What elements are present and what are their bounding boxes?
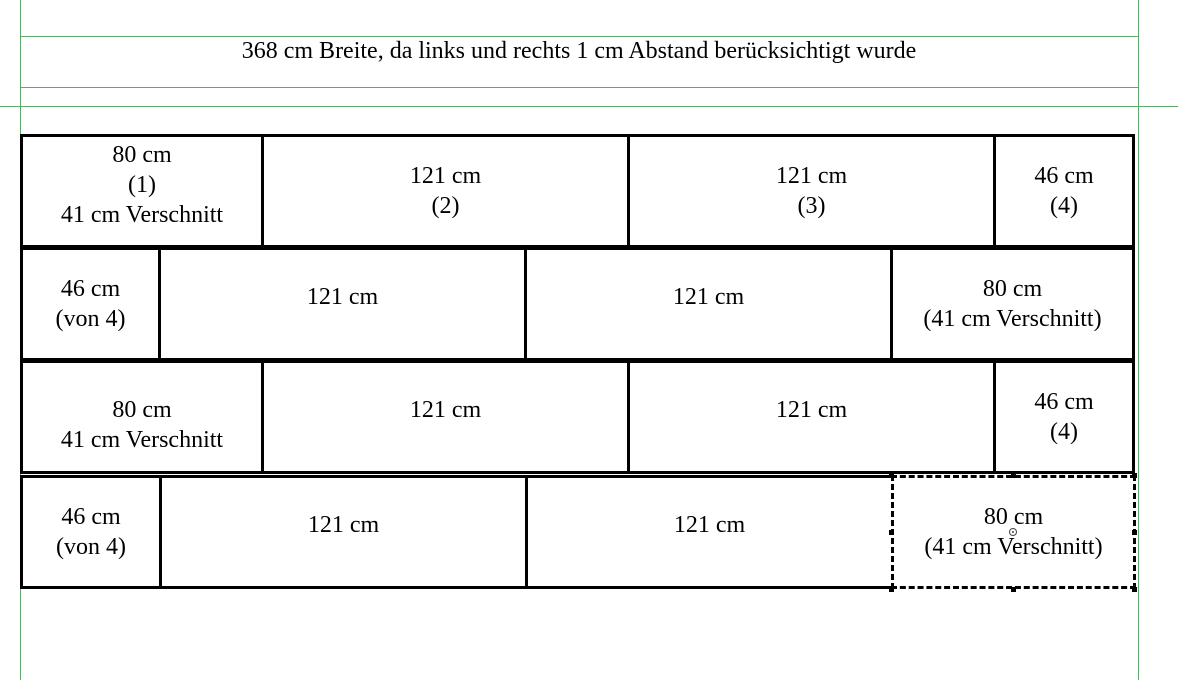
guide-line-right — [1138, 0, 1139, 680]
guide-line-header-bottom — [20, 87, 1139, 88]
tile-row-2 — [20, 247, 1135, 361]
tile-label: 121 cm — [673, 512, 746, 538]
tile-label: 80 cm — [112, 397, 172, 423]
tile-label: 46 cm — [60, 276, 121, 302]
tile-cell[interactable] — [993, 134, 1135, 248]
tile-cell[interactable] — [890, 247, 1135, 361]
tile-label: 80 cm — [982, 276, 1043, 302]
tile-cell[interactable] — [20, 247, 161, 361]
tile-label: (von 4) — [56, 534, 126, 560]
header-text[interactable]: 368 cm Breite, da links und rechts 1 cm Abstand berücksichtigt wurde — [241, 38, 917, 64]
tile-label: (4) — [1050, 419, 1078, 445]
tile-cell[interactable] — [524, 247, 893, 361]
tile-cell[interactable] — [158, 247, 527, 361]
tile-row-3 — [20, 360, 1135, 474]
tile-label: 121 cm — [409, 163, 482, 189]
tile-label: (41 cm Verschnitt) — [924, 534, 1103, 560]
resize-handle-top-left[interactable] — [889, 473, 894, 478]
tile-label: 80 cm — [983, 504, 1044, 530]
resize-handle-top-right[interactable] — [1132, 473, 1137, 478]
tile-cell[interactable] — [20, 360, 264, 474]
tile-label: 121 cm — [307, 512, 380, 538]
tile-cell[interactable] — [993, 360, 1135, 474]
tile-cell[interactable] — [627, 134, 996, 248]
tile-label: 121 cm — [409, 397, 482, 423]
tile-label: (3) — [797, 193, 826, 219]
tile-label: 46 cm — [1034, 163, 1094, 189]
rotation-anchor-icon[interactable] — [1009, 528, 1017, 536]
tile-cell[interactable] — [627, 360, 996, 474]
resize-handle-top[interactable] — [1011, 473, 1016, 478]
tile-label: (4) — [1050, 193, 1078, 219]
resize-handle-bottom-right[interactable] — [1132, 587, 1137, 592]
tile-label: 46 cm — [61, 504, 121, 530]
tile-cell[interactable] — [261, 134, 630, 248]
tile-cell[interactable] — [159, 475, 528, 589]
tile-label: 121 cm — [775, 163, 848, 189]
guide-line-margin — [0, 106, 1178, 107]
tile-label: 46 cm — [1034, 389, 1094, 415]
tile-label: (2) — [431, 193, 460, 219]
tile-cell[interactable] — [20, 475, 162, 589]
tile-label: 121 cm — [775, 397, 848, 423]
tile-label: 41 cm Verschnitt — [60, 427, 224, 453]
tile-label: (1) — [128, 172, 156, 198]
tile-row-1 — [20, 134, 1135, 248]
tile-label: 121 cm — [672, 284, 745, 310]
tile-label: 80 cm — [112, 142, 172, 168]
tile-label: 121 cm — [306, 284, 379, 310]
tile-cell[interactable] — [20, 134, 264, 248]
resize-handle-bottom-left[interactable] — [889, 587, 894, 592]
tile-label: (41 cm Verschnitt) — [923, 306, 1102, 332]
tile-cell[interactable] — [261, 360, 630, 474]
tile-label: (von 4) — [55, 306, 126, 332]
resize-handle-bottom[interactable] — [1011, 587, 1016, 592]
tile-row-4 — [20, 475, 1137, 589]
resize-handle-left[interactable] — [889, 530, 894, 535]
tile-cell[interactable] — [525, 475, 894, 589]
resize-handle-right[interactable] — [1132, 530, 1137, 535]
tile-label: 41 cm Verschnitt — [60, 202, 224, 228]
